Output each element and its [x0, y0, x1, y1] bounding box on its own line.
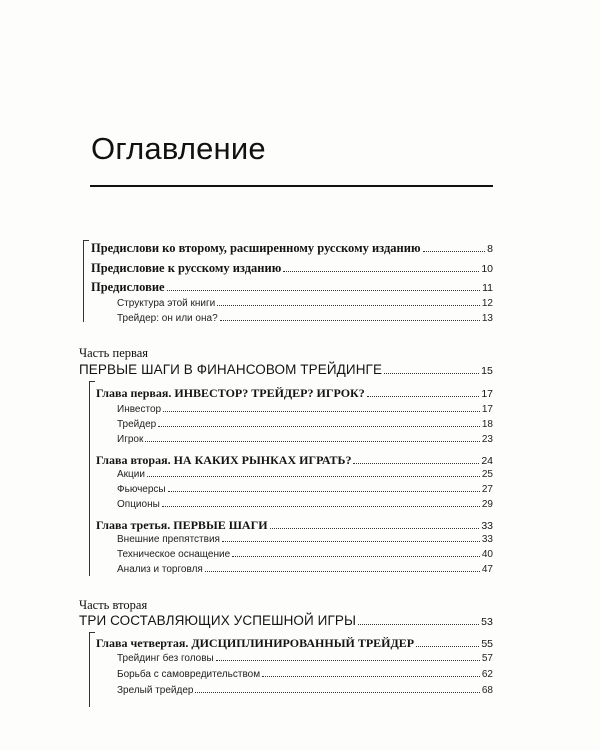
chapter-entry[interactable]: Глава первая. ИНВЕСТОР? ТРЕЙДЕР? ИГРОК? 17	[96, 386, 493, 400]
toc-subentry[interactable]: Игрок 23	[117, 434, 493, 445]
toc-subentry[interactable]: Борьба с самовредительством 62	[117, 669, 493, 680]
chapter-entry[interactable]: Глава четвертая. ДИСЦИПЛИНИРОВАННЫЙ ТРЕЙДЕР 55	[96, 636, 493, 650]
part-label: Часть первая	[79, 346, 149, 360]
toc-subentry[interactable]: Зрелый трейдер 68	[117, 685, 493, 696]
toc-entry[interactable]: Предисловие 11	[91, 280, 493, 294]
title-rule	[90, 185, 493, 187]
toc-entry[interactable]: Предислови ко второму, расширенному русскому изданию 8	[91, 241, 493, 255]
part1-bracket-top	[89, 381, 95, 382]
part2-bracket-top	[89, 632, 95, 633]
toc-subentry[interactable]: Анализ и торговля 47	[117, 564, 493, 575]
front-bracket-line	[83, 240, 84, 322]
part1-bracket-line	[89, 381, 90, 576]
toc-subentry[interactable]: Инвестор 17	[117, 404, 493, 415]
toc-subentry[interactable]: Техническое оснащение 40	[117, 549, 493, 560]
chapter-entry[interactable]: Глава вторая. НА КАКИХ РЫНКАХ ИГРАТЬ? 24	[96, 453, 493, 467]
part-title[interactable]: ПЕРВЫЕ ШАГИ В ФИНАНСОВОМ ТРЕЙДИНГЕ 15	[79, 362, 493, 377]
chapter-entry[interactable]: Глава третья. ПЕРВЫЕ ШАГИ 33	[96, 518, 493, 532]
page-title: Оглавление	[91, 131, 266, 166]
toc-subentry[interactable]: Трейдер 18	[117, 419, 493, 430]
toc-entry[interactable]: Предисловие к русскому изданию 10	[91, 261, 493, 275]
part2-bracket-line	[89, 632, 90, 707]
part-title[interactable]: ТРИ СОСТАВЛЯЮЩИХ УСПЕШНОЙ ИГРЫ 53	[79, 613, 493, 628]
toc-subentry[interactable]: Трейдинг без головы 57	[117, 653, 493, 664]
toc-subentry[interactable]: Опционы 29	[117, 499, 493, 510]
toc-subentry[interactable]: Структура этой книги 12	[117, 298, 493, 309]
part-label: Часть вторая	[79, 598, 148, 612]
toc-subentry[interactable]: Акции 25	[117, 469, 493, 480]
toc-subentry[interactable]: Фьючерсы 27	[117, 484, 493, 495]
toc-subentry[interactable]: Трейдер: он или она? 13	[117, 313, 493, 324]
front-bracket-top	[83, 240, 89, 241]
toc-subentry[interactable]: Внешние препятствия 33	[117, 534, 493, 545]
